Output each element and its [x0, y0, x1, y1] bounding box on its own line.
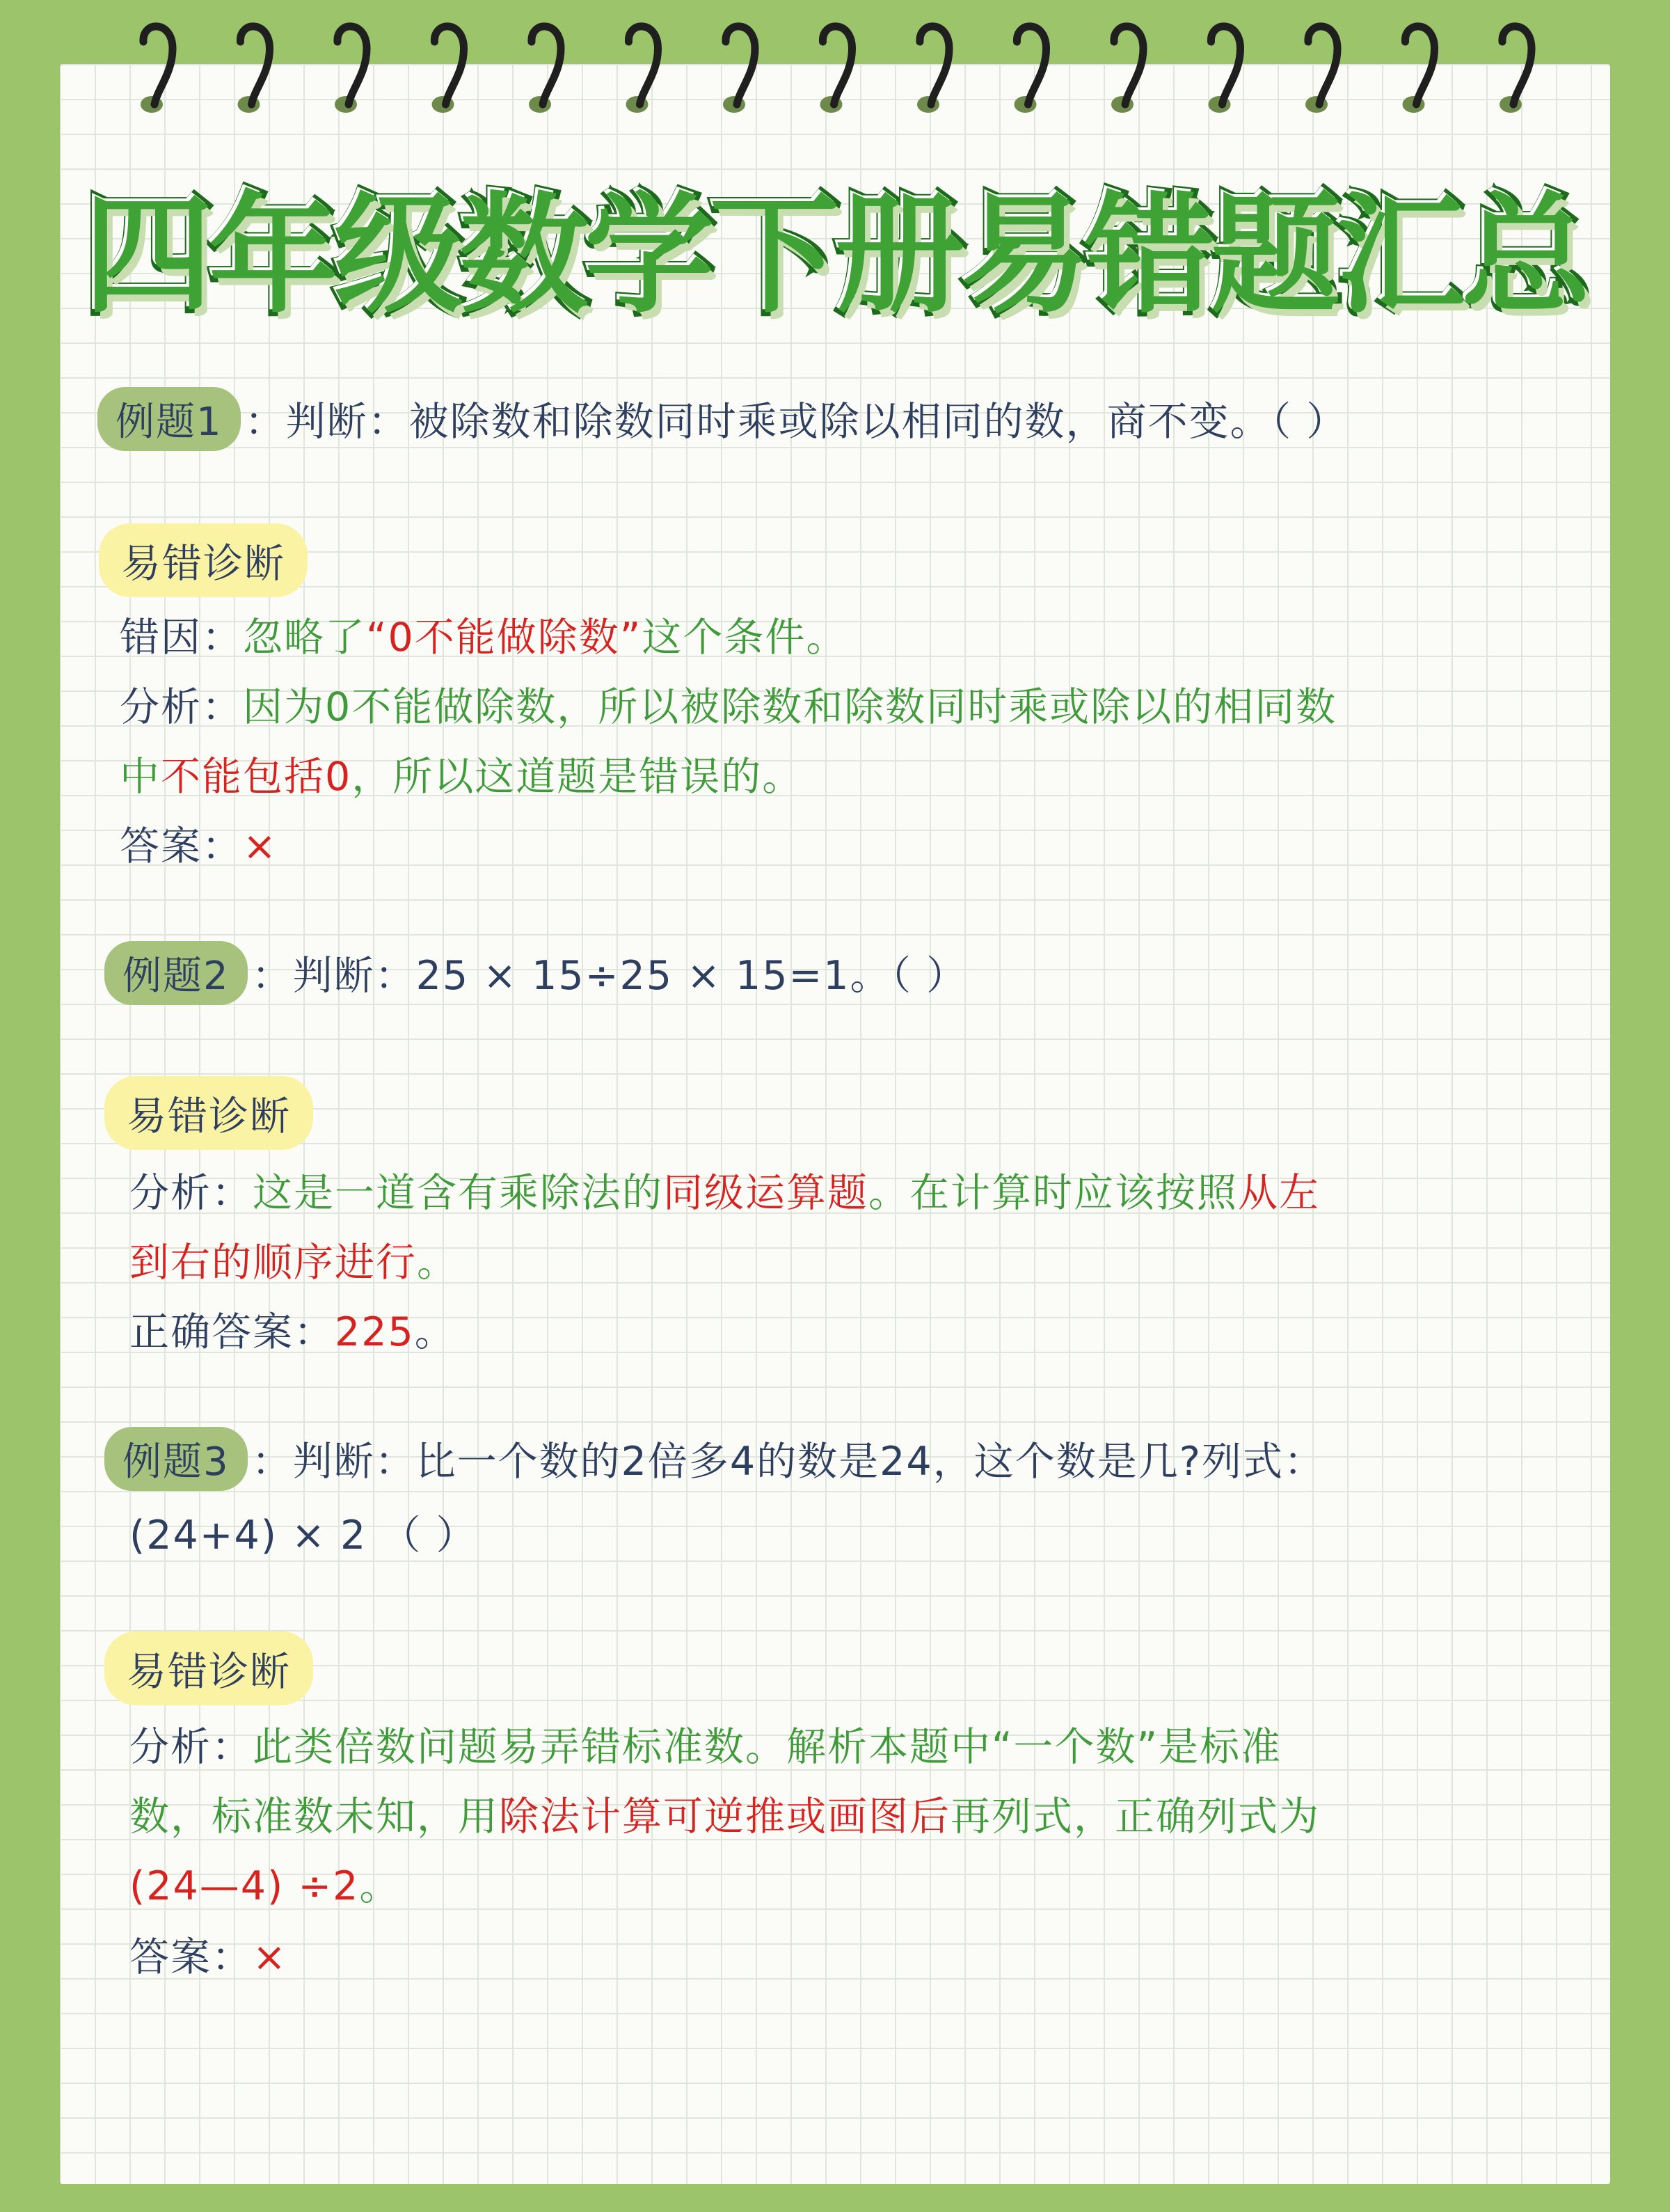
q1-analysis-label: 分析： — [120, 684, 243, 730]
ring-icon — [1111, 26, 1143, 113]
q3-text2: (24+4) × 2 （ ） — [129, 1512, 477, 1558]
q3-analysis-highlight2: (24—4) ÷2 — [129, 1863, 360, 1909]
q3-analysis-text1: 此类倍数问题易弄错标准数。解析本题中“一个数”是标准 — [253, 1724, 1282, 1770]
q3-analysis-text3: 再列式，正确列式为 — [951, 1794, 1320, 1840]
ring-icon — [1403, 26, 1435, 113]
q3-question — [104, 1427, 1325, 1491]
q2-analysis-text2: 。在计算时应该按照 — [868, 1170, 1238, 1216]
q2-analysis-highlight2: 从左 — [1238, 1170, 1320, 1216]
q1-cause-highlight: “0不能做除数” — [366, 615, 642, 661]
ring-icon — [723, 26, 755, 113]
page-title: 四年级数学下册易错题汇总 — [83, 180, 1586, 331]
q2-question — [104, 941, 967, 1005]
q2-analysis-text1: 这是一道含有乘除法的 — [253, 1170, 663, 1216]
q1-diagnosis-tag: 易错诊断 — [99, 523, 308, 597]
q1-answer-value: × — [243, 823, 278, 869]
ring-icon — [335, 26, 367, 113]
q3-answer-value: × — [253, 1934, 287, 1980]
q1-cause — [120, 606, 847, 663]
q2-analysis-highlight3: 到右的顺序进行 — [129, 1240, 417, 1286]
q3-analysis-label: 分析： — [129, 1724, 253, 1770]
q1-cause-label: 错因： — [120, 615, 243, 661]
ring-icon — [432, 26, 464, 113]
q3-analysis-highlight1: 除法计算可逆推或画图后 — [499, 1794, 951, 1840]
q3-analysis-text2: 数，标准数未知，用 — [129, 1794, 499, 1840]
q2-tag: 例题2 — [104, 941, 248, 1005]
q3-answer — [129, 1925, 287, 1982]
q2-answer-value: 225 — [335, 1309, 415, 1355]
q2-text: ：判断：25 × 15÷25 × 15=1。（ ） — [251, 953, 968, 999]
q3-analysis-text4: 。 — [359, 1863, 401, 1909]
ring-icon — [1500, 26, 1532, 113]
q3-diagnosis-tag: 易错诊断 — [104, 1632, 313, 1705]
q1-analysis-line1 — [120, 675, 1337, 732]
q3-tag: 例题3 — [104, 1427, 248, 1491]
q2-answer-end: 。 — [414, 1309, 456, 1355]
q1-analysis-text3: ，所以这道题是错误的。 — [351, 754, 804, 800]
q2-diagnosis-tag-row — [104, 1076, 313, 1150]
q2-answer-label: 正确答案： — [129, 1309, 335, 1355]
q2-analysis-line2 — [129, 1231, 458, 1288]
ring-icon — [238, 26, 270, 113]
q1-answer — [120, 814, 278, 871]
q3-question-line2 — [129, 1503, 477, 1561]
q2-analysis-label: 分析： — [129, 1170, 253, 1216]
q1-analysis-highlight: 不能包括0 — [161, 754, 352, 800]
ring-icon — [1305, 26, 1337, 113]
q1-cause-pre: 忽略了 — [243, 615, 366, 661]
ring-icon — [529, 26, 561, 113]
ring-icon — [917, 26, 949, 113]
q3-analysis-line3 — [129, 1854, 400, 1911]
q2-answer — [129, 1300, 456, 1357]
q1-cause-post: 这个条件。 — [642, 615, 848, 661]
q2-analysis-line1 — [129, 1161, 1320, 1218]
q2-analysis-text3: 。 — [417, 1240, 458, 1286]
q2-diagnosis-tag: 易错诊断 — [104, 1076, 313, 1150]
q3-analysis-line1 — [129, 1715, 1282, 1772]
q1-analysis-text1: 因为0不能做除数，所以被除数和除数同时乘或除以的相同数 — [243, 684, 1337, 730]
ring-icon — [141, 26, 173, 113]
q1-tag: 例题1 — [97, 387, 241, 451]
ring-icon — [820, 26, 852, 113]
ring-icon — [1209, 26, 1241, 113]
q3-diagnosis-tag-row — [104, 1632, 313, 1705]
q3-answer-label: 答案： — [129, 1934, 253, 1980]
q3-text: ：判断：比一个数的2倍多4的数是24，这个数是几?列式： — [251, 1439, 1325, 1485]
q1-text: ：判断：被除数和除数同时乘或除以相同的数，商不变。（ ） — [244, 399, 1348, 445]
q2-analysis-highlight1: 同级运算题 — [663, 1170, 868, 1216]
q1-answer-label: 答案： — [120, 823, 243, 869]
q1-diagnosis-tag-row — [99, 523, 308, 597]
q1-analysis-text2: 中 — [120, 754, 161, 800]
spiral-binding — [0, 0, 1670, 139]
q1-analysis-line2 — [120, 745, 803, 802]
ring-icon — [1015, 26, 1047, 113]
q1-question — [97, 387, 1347, 451]
q3-analysis-line2 — [129, 1785, 1320, 1842]
ring-icon — [626, 26, 658, 113]
